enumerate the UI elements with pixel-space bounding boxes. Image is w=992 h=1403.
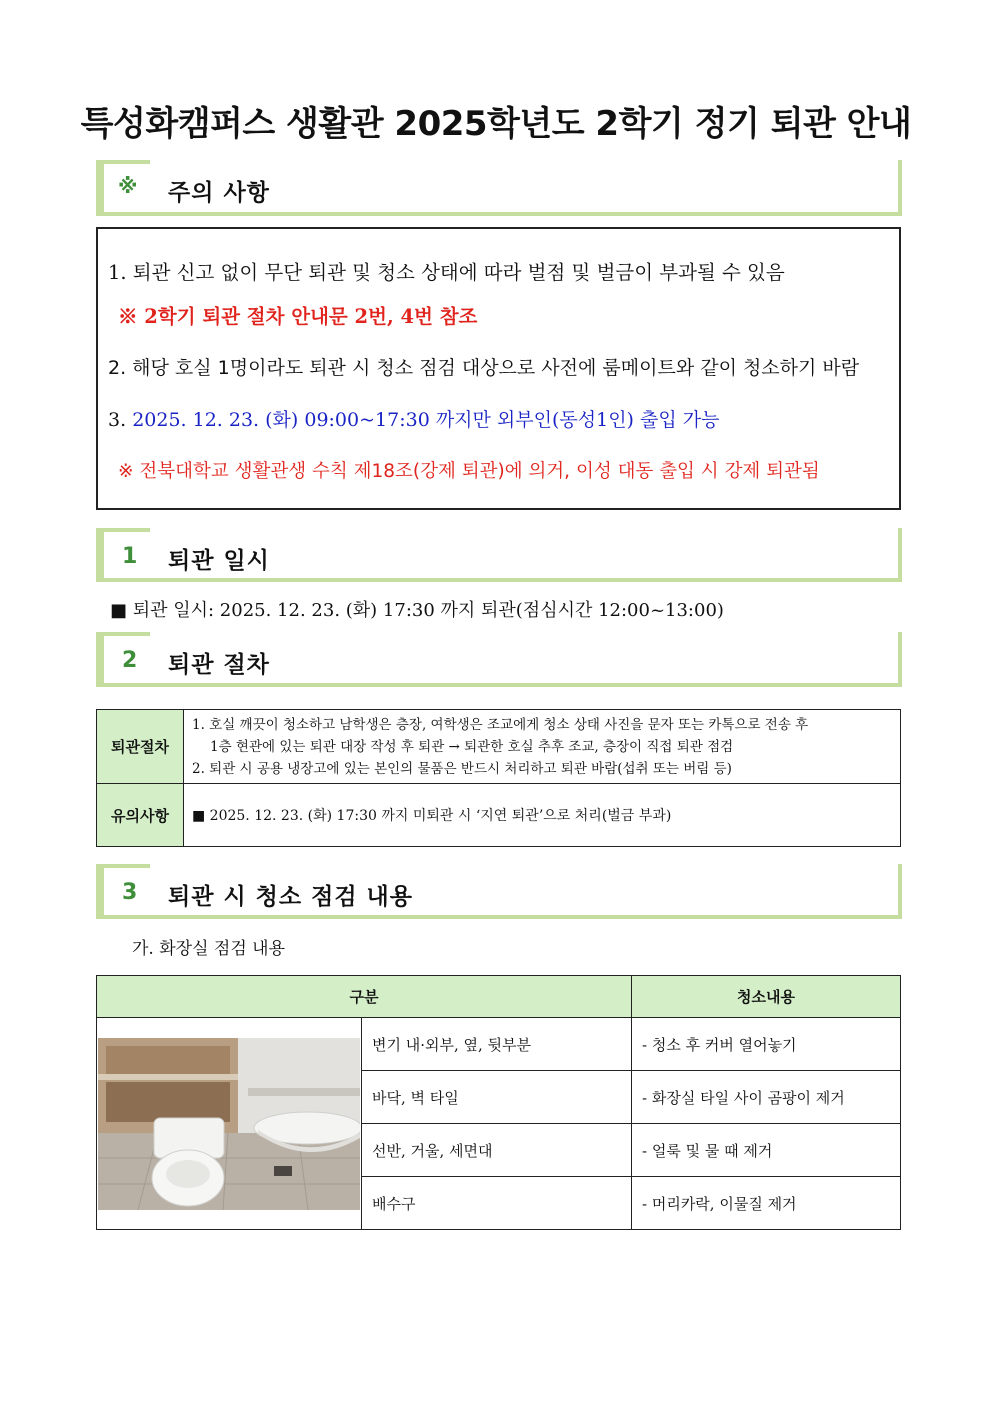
notice-item-1-note: ※ 2학기 퇴관 절차 안내문 2번, 4번 참조 xyxy=(118,305,478,328)
section-1-heading: 퇴관 일시 xyxy=(168,548,270,574)
table-row xyxy=(97,784,901,847)
notice-item-3-note: ※ 전북대학교 생활관생 수칙 제18조(강제 퇴관)에 의거, 이성 대동 출입 시 강제 퇴관됨 xyxy=(118,461,820,482)
inspection-item: 배수구 xyxy=(362,1177,632,1230)
bathroom-photo xyxy=(98,1038,360,1210)
notice-item-1: 1. 퇴관 신고 없이 무단 퇴관 및 청소 상태에 따라 벌점 및 벌금이 부과될 수 있음 xyxy=(108,261,785,284)
section-3-header xyxy=(96,864,902,919)
checkout-datetime xyxy=(110,596,724,622)
section-2-header xyxy=(96,632,902,687)
inspection-content: - 얼룩 및 물 때 제거 xyxy=(632,1124,901,1177)
notice-heading: 주의 사항 xyxy=(168,180,270,206)
inspection-item: 선반, 거울, 세면대 xyxy=(362,1124,632,1177)
procedure-content: 1. 호실 깨끗이 청소하고 남학생은 층장, 여학생은 조교에게 청소 상태 사진을 문자 또는 카톡으로 전송 후 1층 현관에 있는 퇴관 대장 작성 후 퇴관 → 퇴관한 호실 추후 조교, 층장이 직접 퇴관 점검 2. 퇴관 시 공용 냉장고에 있는 본인의 물품은 반드시 처리하고 퇴관 바람(섭취 또는 버림 등) xyxy=(184,710,901,784)
notice-box xyxy=(96,227,901,510)
square-bullet-icon: ■ xyxy=(110,600,128,621)
section-1-header xyxy=(96,528,902,582)
notice-item-3-text: 2025. 12. 23. (화) 09:00~17:30 까지만 외부인(동성1인) 출입 가능 xyxy=(132,409,720,431)
procedure-label: 퇴관절차 xyxy=(97,710,184,784)
inspection-item: 변기 내·외부, 옆, 뒷부분 xyxy=(362,1018,632,1071)
section-2-heading: 퇴관 절차 xyxy=(168,652,270,678)
table-row xyxy=(97,710,901,784)
notice-item-3-number: 3. xyxy=(108,409,127,431)
page-title: 특성화캠퍼스 생활관 2025학년도 2학기 정기 퇴관 안내 xyxy=(80,104,912,144)
caution-content: ■ 2025. 12. 23. (화) 17:30 까지 미퇴관 시 ‘지연 퇴관’으로 처리(벌금 부과) xyxy=(184,784,901,847)
notice-header xyxy=(96,160,902,216)
table-header-row xyxy=(97,976,901,1018)
section-2-number: 2 xyxy=(122,648,138,673)
bathroom-inspection-table xyxy=(96,975,901,1230)
inspection-content: - 화장실 타일 사이 곰팡이 제거 xyxy=(632,1071,901,1124)
caution-label: 유의사항 xyxy=(97,784,184,847)
inspection-content: - 머리카락, 이물질 제거 xyxy=(632,1177,901,1230)
checkout-datetime-text: 퇴관 일시: 2025. 12. 23. (화) 17:30 까지 퇴관(점심시간 12:00~13:00) xyxy=(132,600,724,621)
table-row xyxy=(97,1018,901,1071)
section-3-heading: 퇴관 시 청소 점검 내용 xyxy=(168,884,413,910)
reference-mark-icon: ※ xyxy=(118,174,138,198)
column-header-content: 청소내용 xyxy=(632,976,901,1018)
bathroom-photo-cell xyxy=(97,1018,362,1230)
inspection-content: - 청소 후 커버 열어놓기 xyxy=(632,1018,901,1071)
section-3-number: 3 xyxy=(122,880,138,905)
procedure-table xyxy=(96,709,901,847)
inspection-item: 바닥, 벽 타일 xyxy=(362,1071,632,1124)
notice-item-3 xyxy=(108,405,719,432)
section-1-number: 1 xyxy=(122,544,138,569)
notice-item-2: 2. 해당 호실 1명이라도 퇴관 시 청소 점검 대상으로 사전에 룸메이트와 같이 청소하기 바람 xyxy=(108,357,860,379)
column-header-category: 구분 xyxy=(97,976,632,1018)
subsection-title: 가. 화장실 점검 내용 xyxy=(132,939,285,959)
